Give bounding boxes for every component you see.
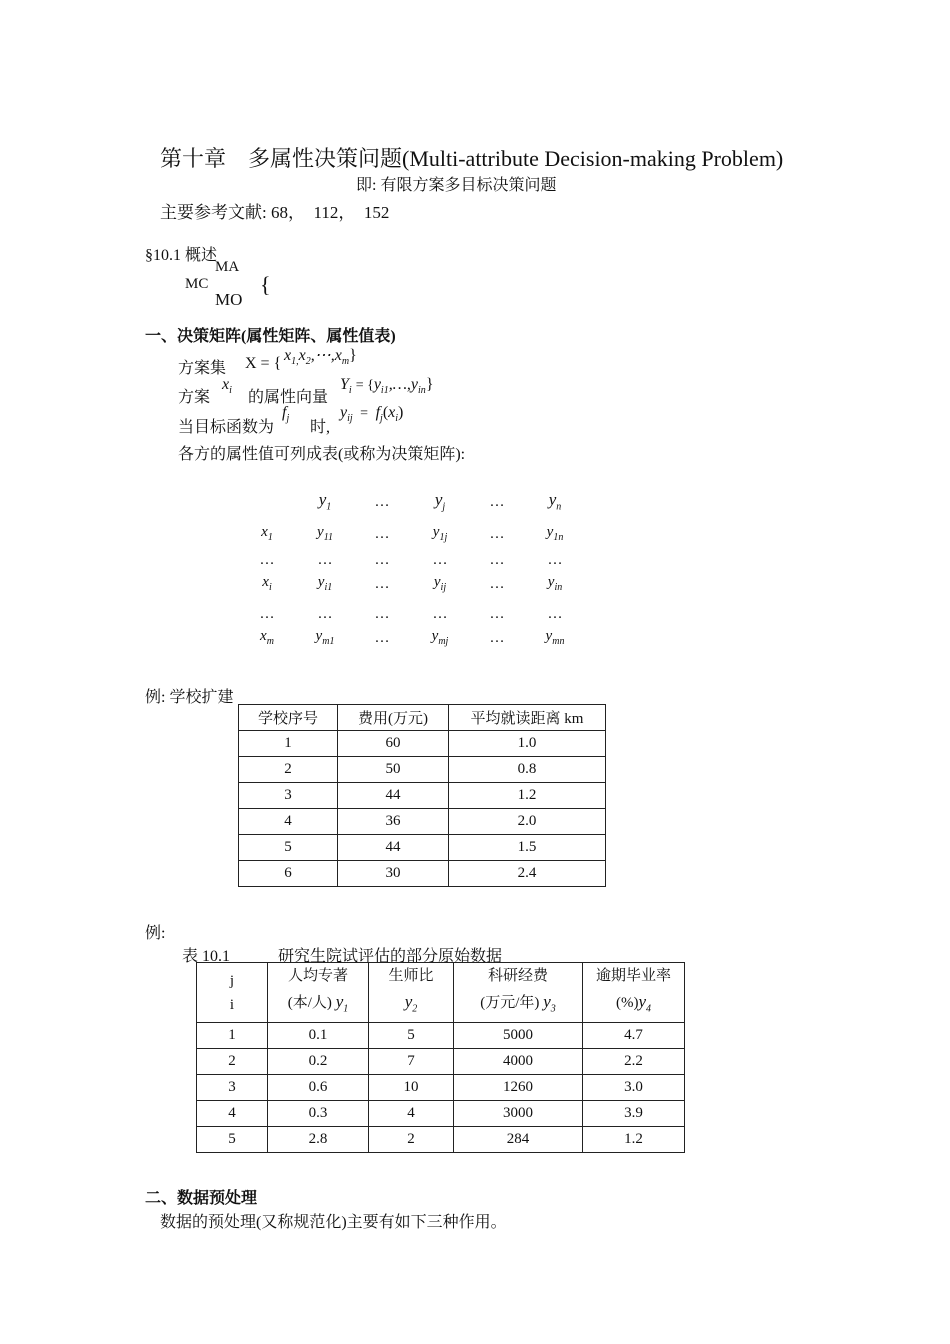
- table-cell: 3.0: [583, 1075, 685, 1101]
- formula-fj: $f_j$: [282, 404, 290, 425]
- header-i: i: [229, 996, 235, 1013]
- table-cell: 30: [338, 861, 449, 887]
- table-row: [239, 757, 606, 783]
- table-header-row: [197, 963, 685, 1023]
- matrix-cell: …: [489, 576, 505, 592]
- table-cell: 2.0: [449, 809, 606, 835]
- table-row: [197, 1075, 685, 1101]
- table-row: [197, 1023, 685, 1049]
- table-cell: 2.4: [449, 861, 606, 887]
- def-line3-label: 当目标函数为: [178, 419, 275, 436]
- matrix-cell: …: [489, 630, 505, 646]
- table-row: [239, 731, 606, 757]
- table-cell: 1: [239, 731, 338, 757]
- table-cell: 0.2: [268, 1049, 369, 1075]
- matrix-row-label: …: [259, 552, 275, 568]
- header-var-y4: $y_4$: [638, 992, 652, 1015]
- table-cell: 2.8: [268, 1127, 369, 1153]
- matrix-cell: …: [489, 552, 505, 568]
- table-cell: 1.5: [449, 835, 606, 861]
- table-cell: 1: [197, 1023, 268, 1049]
- header-top-label: 逾期毕业率: [595, 968, 671, 984]
- chapter-subtitle: 即: 有限方案多目标决策问题: [356, 177, 557, 194]
- table-cell: 0.1: [268, 1023, 369, 1049]
- matrix-cell: $y_{mj}$: [431, 628, 449, 647]
- table-caption: 表 10.1 研究生院试评估的部分原始数据: [182, 948, 503, 965]
- matrix-cell: …: [317, 606, 333, 622]
- def-line3-mid: 时,: [310, 419, 331, 436]
- table-cell: 4: [197, 1101, 268, 1127]
- matrix-cell: …: [432, 606, 448, 622]
- header-var-y3: $y_3$: [543, 992, 556, 1015]
- table-header-cell: [454, 963, 583, 1023]
- table-header-cell: [583, 963, 685, 1023]
- matrix-cell: …: [374, 630, 390, 646]
- matrix-row-label: $x_m$: [260, 628, 274, 647]
- matrix-cell: …: [374, 606, 390, 622]
- table-row: [239, 835, 606, 861]
- table-cell: 5: [197, 1127, 268, 1153]
- table-cell: 4: [369, 1101, 454, 1127]
- formula-xi: $x_i$: [222, 376, 232, 397]
- matrix-cell: $y_{mn}$: [545, 628, 565, 647]
- table-cell: 4: [239, 809, 338, 835]
- table-cell: 2.2: [583, 1049, 685, 1075]
- matrix-col-header: $y_n$: [548, 490, 562, 513]
- part2-heading: 二、数据预处理: [145, 1190, 258, 1207]
- table-cell: 0.8: [449, 757, 606, 783]
- table-cell: 4.7: [583, 1023, 685, 1049]
- table-cell: 6: [239, 861, 338, 887]
- header-bottom-label: (万元/年): [480, 995, 540, 1011]
- table-cell: 5: [369, 1023, 454, 1049]
- def-line4: 各方的属性值可列成表(或称为决策矩阵):: [178, 446, 466, 463]
- header-var-y1: $y_1$: [335, 992, 349, 1015]
- table-header-cell: 学校序号: [239, 705, 338, 731]
- matrix-cell: …: [374, 552, 390, 568]
- table-cell: 3: [197, 1075, 268, 1101]
- section-heading: §10.1 概述: [145, 247, 218, 264]
- table-cell: 3000: [454, 1101, 583, 1127]
- matrix-cell: …: [317, 552, 333, 568]
- matrix-cell: $y_{i1}$: [317, 574, 333, 593]
- header-top-label: 人均专著: [287, 968, 348, 984]
- table-row: [197, 1049, 685, 1075]
- table-cell: 4000: [454, 1049, 583, 1075]
- def-line1-expr: X = {: [245, 355, 282, 372]
- matrix-cell: $y_{in}$: [547, 574, 563, 593]
- table-row: [239, 783, 606, 809]
- table-cell: 2: [369, 1127, 454, 1153]
- table-cell: 50: [338, 757, 449, 783]
- chapter-title: 第十章 多属性决策问题(Multi-attribute Decision-making Problem): [160, 146, 784, 171]
- ma-label: MA: [215, 259, 240, 275]
- def-line2-label: 方案: [178, 389, 211, 406]
- matrix-cell: …: [489, 606, 505, 622]
- school-expansion-table: [238, 704, 606, 887]
- mo-label: MO: [215, 290, 243, 309]
- table-cell: 3: [239, 783, 338, 809]
- matrix-cell: $y_{m1}$: [315, 628, 335, 647]
- part1-heading: 一、决策矩阵(属性矩阵、属性值表): [145, 328, 396, 345]
- table-cell: 5000: [454, 1023, 583, 1049]
- header-bottom-line: [583, 989, 684, 1022]
- example2-label: 例:: [145, 925, 166, 942]
- table-header-cell: [369, 963, 454, 1023]
- part2-text: 数据的预处理(又称规范化)主要有如下三种作用。: [160, 1214, 507, 1231]
- table-cell: 1.2: [449, 783, 606, 809]
- table-cell: 1.2: [583, 1127, 685, 1153]
- table-cell: 0.3: [268, 1101, 369, 1127]
- header-top-label: 科研经费: [487, 968, 548, 984]
- matrix-col-header: …: [489, 494, 505, 510]
- table-cell: 5: [239, 835, 338, 861]
- table-cell: 36: [338, 809, 449, 835]
- table-cell: 284: [454, 1127, 583, 1153]
- brace-symbol: {: [260, 272, 271, 297]
- table-cell: 0.6: [268, 1075, 369, 1101]
- def-line2-mid: 的属性向量: [248, 389, 329, 406]
- matrix-cell: $y_{ij}$: [433, 574, 447, 593]
- matrix-col-header: $y_1$: [318, 490, 332, 513]
- references-line: 主要参考文献: 68， 112， 152: [160, 203, 390, 222]
- table-cell: 60: [338, 731, 449, 757]
- header-bottom-line: [369, 989, 453, 1022]
- table-row: [239, 861, 606, 887]
- table-cell: 2: [239, 757, 338, 783]
- header-var-y2: $y_2$: [404, 992, 418, 1015]
- formula-yi-vector: $Y_i$ = $\{y_{i1},\dots,y_{in}\}$: [340, 376, 434, 397]
- table-header-row: [239, 705, 606, 731]
- table-header-corner: [197, 963, 268, 1023]
- table-cell: 2: [197, 1049, 268, 1075]
- table-header-cell: [268, 963, 369, 1023]
- matrix-cell: $y_{11}$: [317, 524, 333, 543]
- header-top-label: 生师比: [388, 968, 434, 984]
- table-cell: 44: [338, 835, 449, 861]
- header-j: j: [229, 972, 235, 989]
- matrix-col-header: …: [374, 494, 390, 510]
- table-cell: 1260: [454, 1075, 583, 1101]
- matrix-row-label: $x_1$: [261, 524, 273, 543]
- matrix-cell: …: [547, 606, 563, 622]
- matrix-cell: …: [374, 526, 390, 542]
- formula-yij: $y_{ij} = f_j(x_i)$: [340, 404, 404, 425]
- table-header-cell: 费用(万元): [338, 705, 449, 731]
- formula-x-set: $x_{1,}x_2,\cdots,x_m$}: [284, 347, 357, 368]
- matrix-cell: $y_{1n}$: [546, 524, 564, 543]
- example1-label: 例: 学校扩建: [145, 689, 234, 706]
- graduate-school-table: [196, 962, 685, 1153]
- table-cell: 1.0: [449, 731, 606, 757]
- matrix-cell: …: [547, 552, 563, 568]
- header-bottom-label: (本/人): [287, 995, 332, 1011]
- table-cell: 44: [338, 783, 449, 809]
- def-line1-label: 方案集: [178, 360, 227, 377]
- matrix-cell: …: [489, 526, 505, 542]
- header-bottom-line: [268, 989, 368, 1022]
- table-row: [239, 809, 606, 835]
- matrix-row-label: …: [259, 606, 275, 622]
- table-cell: 3.9: [583, 1101, 685, 1127]
- matrix-cell: …: [374, 576, 390, 592]
- matrix-col-header: $y_j$: [434, 490, 446, 513]
- matrix-cell: …: [432, 552, 448, 568]
- matrix-cell: $y_{1j}$: [432, 524, 448, 543]
- table-cell: 7: [369, 1049, 454, 1075]
- header-bottom-line: [454, 989, 582, 1022]
- table-cell: 10: [369, 1075, 454, 1101]
- mc-label: MC: [185, 276, 209, 292]
- table-row: [197, 1127, 685, 1153]
- table-header-cell: 平均就读距离 km: [449, 705, 606, 731]
- table-row: [197, 1101, 685, 1127]
- header-bottom-label: (%): [615, 995, 639, 1011]
- matrix-row-label: $x_i$: [262, 574, 272, 593]
